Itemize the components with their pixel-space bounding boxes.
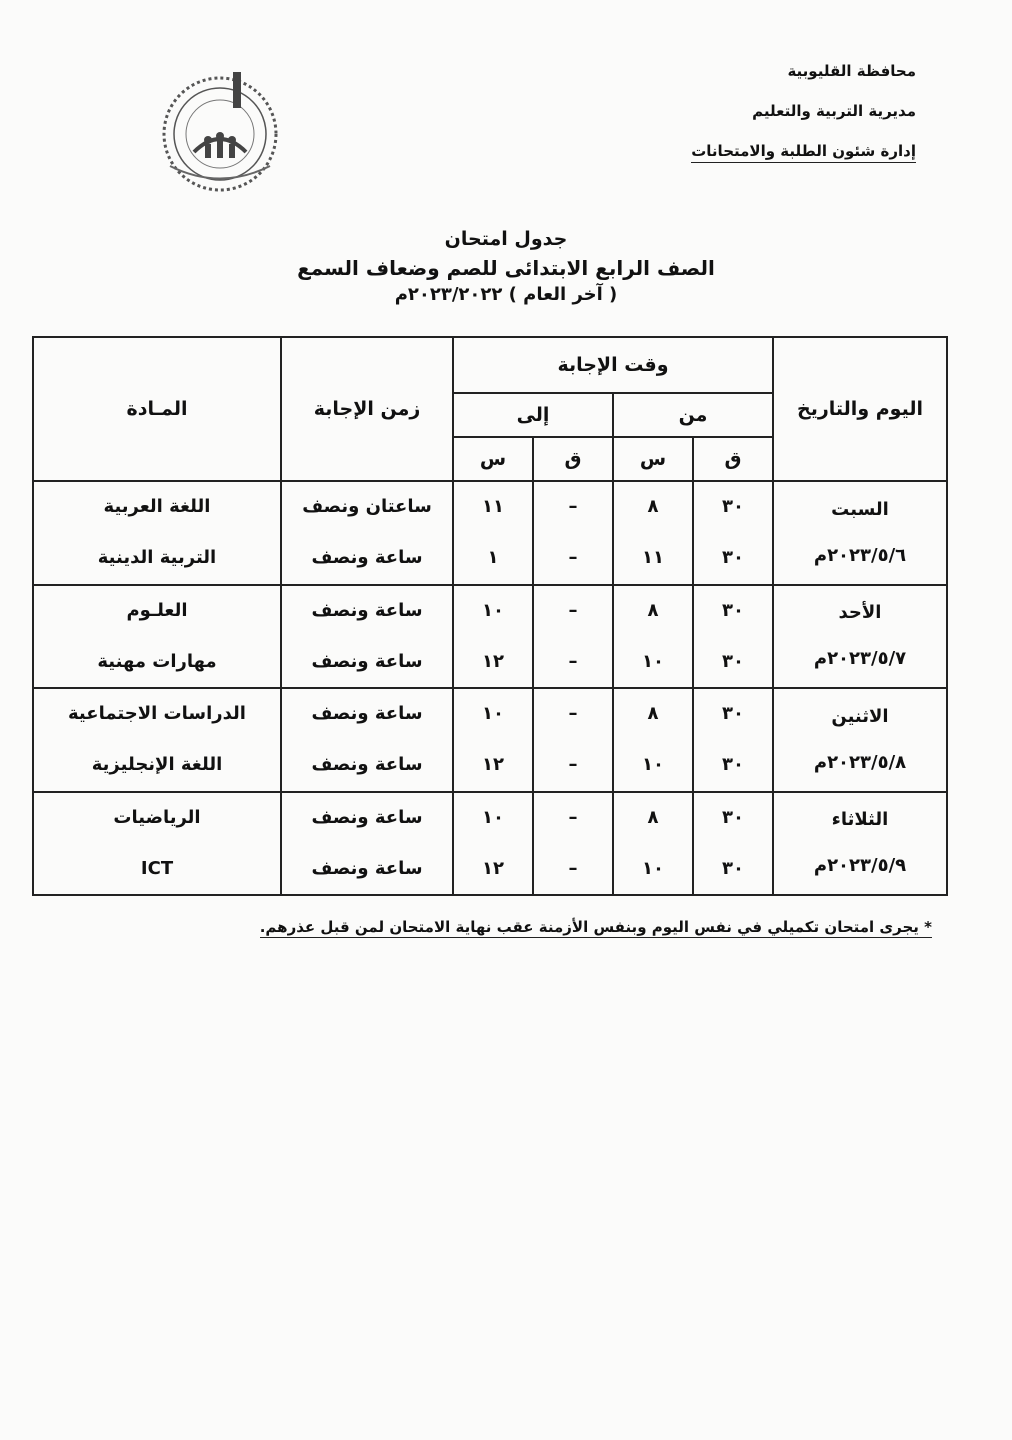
table-row bbox=[33, 481, 947, 585]
from-minute: ٣٠ bbox=[722, 599, 744, 621]
to-hour: ١ bbox=[487, 547, 499, 569]
header-day-date: اليوم والتاريخ bbox=[773, 337, 947, 481]
header-from-s: س bbox=[613, 437, 693, 481]
from-minute: ٣٠ bbox=[722, 703, 744, 725]
to-hour: ١٢ bbox=[482, 650, 504, 672]
from-hour: ٨ bbox=[647, 806, 659, 828]
footnote: * يجرى امتحان تكميلي في نفس اليوم وبنفس الأزمنة عقب نهاية الامتحان لمن قبل عذرهم. bbox=[259, 918, 932, 936]
day-name: الثلاثاء bbox=[831, 809, 889, 831]
exam-schedule-table bbox=[32, 336, 948, 896]
duration-value: ساعة ونصف bbox=[311, 754, 423, 776]
from-minute: ٣٠ bbox=[722, 496, 744, 518]
subject-name: العلـوم bbox=[126, 599, 188, 621]
header-to-q: ق bbox=[533, 437, 613, 481]
page-title: جدول امتحان bbox=[444, 228, 568, 250]
department-name: إدارة شئون الطلبة والامتحانات bbox=[691, 142, 916, 163]
duration-value: ساعة ونصف bbox=[311, 806, 423, 828]
subject-name: ICT bbox=[140, 857, 174, 879]
to-hour: ١٠ bbox=[482, 599, 504, 621]
duration-value: ساعة ونصف bbox=[311, 857, 423, 879]
to-hour: ١١ bbox=[482, 496, 504, 518]
term-label: ( آخر العام ) ٢٠٢٣/٢٠٢٢م bbox=[394, 284, 618, 305]
duration-value: ساعتان ونصف bbox=[302, 496, 432, 518]
day-date: ٢٠٢٣/٥/٦م bbox=[813, 544, 907, 566]
subject-name: التربية الدينية bbox=[97, 547, 217, 569]
from-hour: ١٠ bbox=[642, 857, 664, 879]
from-minute: ٣٠ bbox=[722, 754, 744, 776]
to-hour: ١٢ bbox=[482, 857, 504, 879]
to-minute: – bbox=[568, 857, 578, 879]
header-subject: المـادة bbox=[33, 337, 281, 481]
to-minute: – bbox=[568, 599, 578, 621]
directorate-name: مديرية التربية والتعليم bbox=[752, 102, 916, 120]
header-answer-time: وقت الإجابة bbox=[453, 337, 773, 393]
page-subtitle: الصف الرابع الابتدائى للصم وضعاف السمع bbox=[297, 256, 715, 280]
table-row bbox=[33, 792, 947, 896]
subject-name: اللغة الإنجليزية bbox=[91, 754, 223, 776]
to-hour: ١٠ bbox=[482, 806, 504, 828]
from-hour: ١٠ bbox=[642, 754, 664, 776]
from-hour: ٨ bbox=[647, 703, 659, 725]
from-hour: ٨ bbox=[647, 496, 659, 518]
day-date: ٢٠٢٣/٥/٩م bbox=[813, 855, 907, 877]
title-block bbox=[0, 228, 1012, 305]
subject-name: الدراسات الاجتماعية bbox=[68, 703, 246, 725]
duration-value: ساعة ونصف bbox=[311, 703, 423, 725]
duration-value: ساعة ونصف bbox=[311, 650, 423, 672]
header-from-q: ق bbox=[693, 437, 773, 481]
from-hour: ١٠ bbox=[642, 650, 664, 672]
day-name: الاثنين bbox=[831, 705, 889, 727]
subject-name: الرياضيات bbox=[113, 806, 201, 828]
to-minute: – bbox=[568, 806, 578, 828]
header-to-s: س bbox=[453, 437, 533, 481]
from-minute: ٣٠ bbox=[722, 650, 744, 672]
from-minute: ٣٠ bbox=[722, 547, 744, 569]
to-minute: – bbox=[568, 703, 578, 725]
duration-value: ساعة ونصف bbox=[311, 547, 423, 569]
day-date: ٢٠٢٣/٥/٨م bbox=[813, 751, 907, 773]
duration-value: ساعة ونصف bbox=[311, 599, 423, 621]
to-minute: – bbox=[568, 547, 578, 569]
table-row bbox=[33, 688, 947, 792]
from-hour: ٨ bbox=[647, 599, 659, 621]
to-minute: – bbox=[568, 496, 578, 518]
subject-name: مهارات مهنية bbox=[97, 650, 217, 672]
subject-name: اللغة العربية bbox=[103, 496, 211, 518]
from-hour: ١١ bbox=[642, 547, 664, 569]
to-hour: ١٠ bbox=[482, 703, 504, 725]
to-minute: – bbox=[568, 650, 578, 672]
governorate-name: محافظة القليوبية bbox=[787, 62, 916, 80]
header-block bbox=[691, 62, 916, 185]
from-minute: ٣٠ bbox=[722, 857, 744, 879]
from-minute: ٣٠ bbox=[722, 806, 744, 828]
header-to: إلى bbox=[453, 393, 613, 437]
to-minute: – bbox=[568, 754, 578, 776]
day-date: ٢٠٢٣/٥/٧م bbox=[813, 648, 907, 670]
day-name: الأحد bbox=[838, 602, 882, 624]
header-from: من bbox=[613, 393, 773, 437]
ministry-emblem-icon bbox=[150, 66, 290, 196]
to-hour: ١٢ bbox=[482, 754, 504, 776]
table-row bbox=[33, 585, 947, 689]
day-name: السبت bbox=[831, 498, 889, 520]
header-duration: زمن الإجابة bbox=[281, 337, 453, 481]
